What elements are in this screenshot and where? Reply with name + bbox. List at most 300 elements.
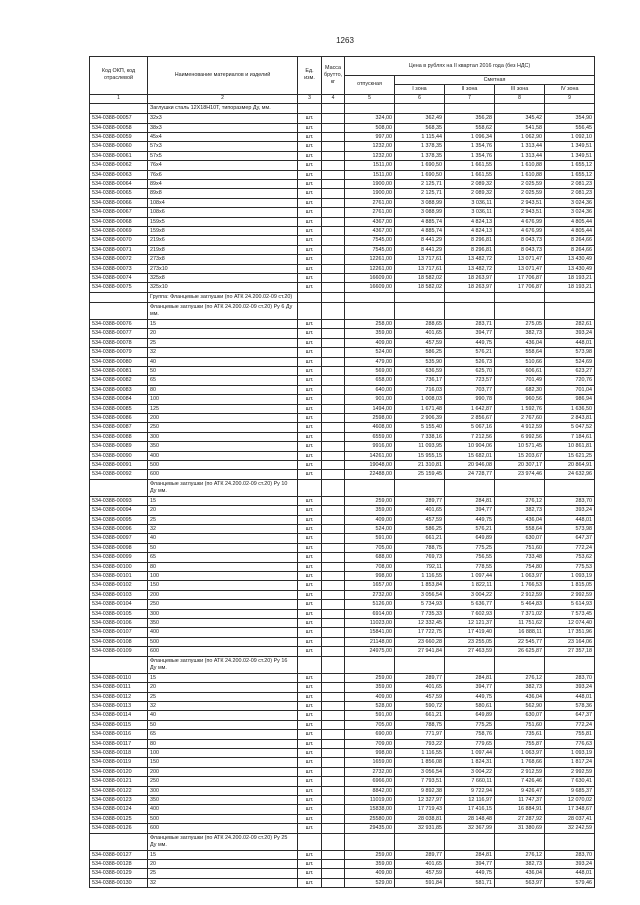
name-cell: 20 [148, 860, 298, 869]
code-cell: 534-0388-00103 [90, 590, 148, 599]
zone-2-price-cell: 3 036,11 [445, 198, 495, 207]
unit-cell: шт. [298, 236, 322, 245]
code-cell: 534-0388-00104 [90, 600, 148, 609]
zone-3-price-cell: 4 676,99 [495, 227, 545, 236]
name-cell: 600 [148, 824, 298, 833]
name-cell: 219х8 [148, 245, 298, 254]
table-row [90, 236, 595, 245]
zone-1-price-cell: 1 116,55 [395, 748, 445, 757]
code-cell: 534-0388-00115 [90, 720, 148, 729]
section-empty-cell [298, 833, 322, 850]
zone-1-price-cell: 2 125,71 [395, 180, 445, 189]
name-cell: 300 [148, 609, 298, 618]
zone-1-price-cell: 4 885,74 [395, 227, 445, 236]
mass-cell [322, 628, 345, 637]
zone-3-price-cell: 11 747,37 [495, 795, 545, 804]
mass-cell [322, 795, 345, 804]
code-cell: 534-0388-00067 [90, 208, 148, 217]
unit-cell: шт. [298, 805, 322, 814]
zone-3-price-cell: 436,04 [495, 869, 545, 878]
table-row [90, 142, 595, 151]
section-empty-cell [322, 479, 345, 496]
zone-3-price-cell: 751,60 [495, 720, 545, 729]
table-row [90, 151, 595, 160]
zone-3-price-cell: 382,73 [495, 506, 545, 515]
zone-3-price-cell: 563,97 [495, 878, 545, 887]
release-price-cell: 658,00 [345, 376, 395, 385]
zone-2-price-cell: 12 121,37 [445, 619, 495, 628]
zone-1-price-cell: 28 038,81 [395, 814, 445, 823]
unit-cell: шт. [298, 748, 322, 757]
zone-1-price-cell: 535,90 [395, 357, 445, 366]
zone-2-price-cell: 15 682,01 [445, 451, 495, 460]
release-price-cell: 21148,00 [345, 637, 395, 646]
release-price-cell: 640,00 [345, 385, 395, 394]
mass-cell [322, 619, 345, 628]
code-cell: 534-0388-00098 [90, 543, 148, 552]
table-row [90, 543, 595, 552]
section-empty-cell [322, 104, 345, 114]
unit-cell: шт. [298, 553, 322, 562]
zone-1-price-cell: 661,21 [395, 534, 445, 543]
zone-1-price-cell: 3 056,54 [395, 767, 445, 776]
zone-3-price-cell: 2 025,59 [495, 180, 545, 189]
unit-cell: шт. [298, 123, 322, 132]
zone-3-price-cell: 510,66 [495, 357, 545, 366]
mass-cell [322, 376, 345, 385]
zone-4-price-cell: 12 074,40 [545, 619, 595, 628]
zone-3-price-cell: 1 063,97 [495, 572, 545, 581]
section-empty-cell [445, 479, 495, 496]
name-cell: 273х10 [148, 264, 298, 273]
section-empty-cell [345, 104, 395, 114]
table-row [90, 590, 595, 599]
unit-cell: шт. [298, 692, 322, 701]
zone-2-price-cell: 12 116,97 [445, 795, 495, 804]
section-empty-cell [322, 833, 345, 850]
zone-4-price-cell: 28 037,41 [545, 814, 595, 823]
section-empty-cell [445, 292, 495, 302]
mass-cell [322, 748, 345, 757]
zone-1-price-cell: 3 088,99 [395, 198, 445, 207]
zone-2-price-cell: 649,89 [445, 534, 495, 543]
zone-1-price-cell: 3 088,99 [395, 208, 445, 217]
unit-cell: шт. [298, 647, 322, 656]
zone-2-price-cell: 17 419,40 [445, 628, 495, 637]
unit-cell: шт. [298, 366, 322, 375]
zone-1-price-cell: 771,97 [395, 730, 445, 739]
zone-1-price-cell: 17 719,43 [395, 805, 445, 814]
release-price-cell: 2598,00 [345, 413, 395, 422]
release-price-cell: 12261,00 [345, 255, 395, 264]
code-cell: 534-0388-00106 [90, 619, 148, 628]
release-price-cell: 1900,00 [345, 180, 395, 189]
zone-2-price-cell: 394,77 [445, 683, 495, 692]
mass-cell [322, 283, 345, 292]
release-price-cell: 259,00 [345, 673, 395, 682]
unit-cell: шт. [298, 869, 322, 878]
zone-3-price-cell: 7 371,02 [495, 609, 545, 618]
mass-cell [322, 683, 345, 692]
table-row [90, 264, 595, 273]
unit-cell: шт. [298, 758, 322, 767]
zone-4-price-cell: 1 636,50 [545, 404, 595, 413]
table-row [90, 395, 595, 404]
zone-1-price-cell: 23 660,28 [395, 637, 445, 646]
release-price-cell: 998,00 [345, 572, 395, 581]
mass-cell [322, 543, 345, 552]
zone-2-price-cell: 9 722,94 [445, 786, 495, 795]
mass-cell [322, 515, 345, 524]
name-cell: 150 [148, 581, 298, 590]
name-cell: 400 [148, 628, 298, 637]
unit-cell: шт. [298, 274, 322, 283]
zone-1-price-cell: 15 955,15 [395, 451, 445, 460]
zone-2-price-cell: 1 096,34 [445, 132, 495, 141]
zone-2-price-cell: 1 822,11 [445, 581, 495, 590]
unit-cell: шт. [298, 711, 322, 720]
code-cell: 534-0388-00073 [90, 264, 148, 273]
table-row [90, 385, 595, 394]
zone-4-price-cell: 772,24 [545, 543, 595, 552]
release-price-cell: 705,00 [345, 720, 395, 729]
zone-4-price-cell: 448,01 [545, 692, 595, 701]
zone-3-price-cell: 558,64 [495, 348, 545, 357]
zone-1-price-cell: 362,49 [395, 114, 445, 123]
code-cell: 534-0388-00105 [90, 609, 148, 618]
code-cell: 534-0388-00071 [90, 245, 148, 254]
zone-1-price-cell: 13 717,61 [395, 264, 445, 273]
code-cell: 534-0388-00102 [90, 581, 148, 590]
zone-4-price-cell: 776,63 [545, 739, 595, 748]
zone-1-price-cell: 5 155,40 [395, 423, 445, 432]
code-cell: 534-0388-00109 [90, 647, 148, 656]
zone-4-price-cell: 2 992,59 [545, 767, 595, 776]
header-zone-1: I зона [395, 85, 445, 94]
name-cell: 25 [148, 692, 298, 701]
mass-cell [322, 637, 345, 646]
release-price-cell: 9916,00 [345, 442, 395, 451]
zone-1-price-cell: 289,77 [395, 673, 445, 682]
mass-cell [322, 460, 345, 469]
unit-cell: шт. [298, 161, 322, 170]
zone-4-price-cell: 9 685,37 [545, 786, 595, 795]
zone-4-price-cell: 573,98 [545, 348, 595, 357]
zone-4-price-cell: 24 632,96 [545, 470, 595, 479]
code-cell: 534-0388-00096 [90, 525, 148, 534]
table-row [90, 683, 595, 692]
zone-4-price-cell: 8 264,66 [545, 236, 595, 245]
table-row [90, 348, 595, 357]
zone-4-price-cell: 1 817,24 [545, 758, 595, 767]
zone-1-price-cell: 586,25 [395, 525, 445, 534]
zone-2-price-cell: 758,76 [445, 730, 495, 739]
table-row [90, 673, 595, 682]
zone-1-price-cell: 1 008,03 [395, 395, 445, 404]
mass-cell [322, 404, 345, 413]
mass-cell [322, 123, 345, 132]
zone-4-price-cell: 393,24 [545, 329, 595, 338]
unit-cell: шт. [298, 730, 322, 739]
name-cell: 32 [148, 878, 298, 887]
table-row [90, 460, 595, 469]
code-cell: 534-0388-00062 [90, 161, 148, 170]
zone-4-price-cell: 1 093,19 [545, 572, 595, 581]
name-cell: 45х4 [148, 132, 298, 141]
zone-3-price-cell: 701,49 [495, 376, 545, 385]
header-estimate-price: Сметная [395, 76, 595, 85]
zone-1-price-cell: 12 327,97 [395, 795, 445, 804]
table-row [90, 786, 595, 795]
zone-2-price-cell: 8 296,81 [445, 245, 495, 254]
section-empty-cell [545, 302, 595, 319]
mass-cell [322, 767, 345, 776]
name-cell: 350 [148, 795, 298, 804]
code-cell: 534-0388-00082 [90, 376, 148, 385]
table-row [90, 180, 595, 189]
zone-4-price-cell: 573,98 [545, 525, 595, 534]
name-cell: 20 [148, 329, 298, 338]
name-cell: 32 [148, 525, 298, 534]
zone-3-price-cell: 2 767,60 [495, 413, 545, 422]
mass-cell [322, 161, 345, 170]
mass-cell [322, 385, 345, 394]
section-empty-cell [298, 656, 322, 673]
column-index-cell: 9 [545, 94, 595, 103]
zone-3-price-cell: 2 943,51 [495, 208, 545, 217]
table-row [90, 824, 595, 833]
section-empty-cell [395, 302, 445, 319]
zone-2-price-cell: 13 482,72 [445, 255, 495, 264]
zone-4-price-cell: 23 164,06 [545, 637, 595, 646]
mass-cell [322, 274, 345, 283]
mass-cell [322, 170, 345, 179]
zone-2-price-cell: 284,81 [445, 496, 495, 505]
zone-2-price-cell: 4 824,13 [445, 217, 495, 226]
zone-4-price-cell: 13 430,49 [545, 264, 595, 273]
table-row [90, 814, 595, 823]
name-cell: 25 [148, 869, 298, 878]
name-cell: 350 [148, 619, 298, 628]
name-cell: 325х10 [148, 283, 298, 292]
release-price-cell: 359,00 [345, 329, 395, 338]
column-index-cell: 5 [345, 94, 395, 103]
release-price-cell: 1900,00 [345, 189, 395, 198]
mass-cell [322, 600, 345, 609]
zone-3-price-cell: 960,56 [495, 395, 545, 404]
name-cell: 300 [148, 786, 298, 795]
unit-cell: шт. [298, 114, 322, 123]
zone-2-price-cell: 449,75 [445, 869, 495, 878]
release-price-cell: 709,00 [345, 739, 395, 748]
code-cell: 534-0388-00130 [90, 878, 148, 887]
mass-cell [322, 227, 345, 236]
table-row [90, 581, 595, 590]
mass-cell [322, 534, 345, 543]
release-price-cell: 7545,00 [345, 236, 395, 245]
unit-cell: шт. [298, 543, 322, 552]
name-cell: 500 [148, 814, 298, 823]
zone-2-price-cell: 284,81 [445, 850, 495, 859]
zone-2-price-cell: 778,55 [445, 562, 495, 571]
name-cell: 108х6 [148, 208, 298, 217]
zone-2-price-cell: 775,25 [445, 720, 495, 729]
zone-3-price-cell: 755,87 [495, 739, 545, 748]
zone-3-price-cell: 8 043,73 [495, 236, 545, 245]
mass-cell [322, 878, 345, 887]
mass-cell [322, 395, 345, 404]
code-cell: 534-0388-00079 [90, 348, 148, 357]
release-price-cell: 1232,00 [345, 142, 395, 151]
zone-1-price-cell: 2 906,39 [395, 413, 445, 422]
release-price-cell: 409,00 [345, 869, 395, 878]
code-cell: 534-0388-00093 [90, 496, 148, 505]
release-price-cell: 1659,00 [345, 758, 395, 767]
zone-1-price-cell: 8 441,29 [395, 245, 445, 254]
zone-1-price-cell: 457,59 [395, 515, 445, 524]
table-row [90, 198, 595, 207]
zone-3-price-cell: 541,58 [495, 123, 545, 132]
zone-2-price-cell: 13 482,72 [445, 264, 495, 273]
section-title: Фланцевые заглушки (по АТК 24.200.02-09 ст.20) Ру 10 Ду мм. [148, 479, 298, 496]
section-code-cell [90, 292, 148, 302]
table-row [90, 329, 595, 338]
mass-cell [322, 739, 345, 748]
table-row [90, 170, 595, 179]
table-row [90, 357, 595, 366]
table-row [90, 283, 595, 292]
unit-cell: шт. [298, 590, 322, 599]
code-cell: 534-0388-00124 [90, 805, 148, 814]
table-row [90, 869, 595, 878]
name-cell: 500 [148, 637, 298, 646]
code-cell: 534-0388-00122 [90, 786, 148, 795]
zone-2-price-cell: 284,81 [445, 673, 495, 682]
mass-cell [322, 180, 345, 189]
release-price-cell: 997,00 [345, 132, 395, 141]
release-price-cell: 2732,00 [345, 767, 395, 776]
zone-1-price-cell: 716,03 [395, 385, 445, 394]
zone-3-price-cell: 4 912,59 [495, 423, 545, 432]
table-row [90, 114, 595, 123]
mass-cell [322, 777, 345, 786]
code-cell: 534-0388-00089 [90, 442, 148, 451]
code-cell: 534-0388-00114 [90, 711, 148, 720]
unit-cell: шт. [298, 413, 322, 422]
zone-4-price-cell: 7 184,61 [545, 432, 595, 441]
unit-cell: шт. [298, 720, 322, 729]
release-price-cell: 259,00 [345, 496, 395, 505]
unit-cell: шт. [298, 572, 322, 581]
zone-1-price-cell: 1 116,55 [395, 572, 445, 581]
name-cell: 38х3 [148, 123, 298, 132]
zone-3-price-cell: 1 610,88 [495, 170, 545, 179]
mass-cell [322, 711, 345, 720]
zone-3-price-cell: 345,42 [495, 114, 545, 123]
mass-cell [322, 525, 345, 534]
code-cell: 534-0388-00111 [90, 683, 148, 692]
zone-2-price-cell: 2 856,67 [445, 413, 495, 422]
zone-2-price-cell: 756,55 [445, 553, 495, 562]
zone-3-price-cell: 562,90 [495, 701, 545, 710]
zone-2-price-cell: 1 824,31 [445, 758, 495, 767]
column-index-cell: 1 [90, 94, 148, 103]
table-row [90, 777, 595, 786]
zone-1-price-cell: 769,73 [395, 553, 445, 562]
name-cell: 108х4 [148, 198, 298, 207]
zone-4-price-cell: 283,70 [545, 496, 595, 505]
zone-4-price-cell: 15 621,25 [545, 451, 595, 460]
unit-cell: шт. [298, 338, 322, 347]
code-cell: 534-0388-00084 [90, 395, 148, 404]
name-cell: 200 [148, 590, 298, 599]
name-cell: 250 [148, 600, 298, 609]
name-cell: 50 [148, 720, 298, 729]
zone-1-price-cell: 8 441,29 [395, 236, 445, 245]
zone-4-price-cell: 448,01 [545, 869, 595, 878]
code-cell: 534-0388-00118 [90, 748, 148, 757]
zone-4-price-cell: 578,36 [545, 701, 595, 710]
table-row [90, 553, 595, 562]
release-price-cell: 16609,00 [345, 274, 395, 283]
section-empty-cell [495, 833, 545, 850]
zone-3-price-cell: 27 287,92 [495, 814, 545, 823]
section-empty-cell [545, 104, 595, 114]
mass-cell [322, 786, 345, 795]
table-row [90, 562, 595, 571]
section-title: Фланцевые заглушки (по АТК 24.200.02-09 ст.20) Ру 25 Ду мм. [148, 833, 298, 850]
code-cell: 534-0388-00107 [90, 628, 148, 637]
section-empty-cell [445, 302, 495, 319]
zone-2-price-cell: 394,77 [445, 860, 495, 869]
column-index-cell: 6 [395, 94, 445, 103]
section-code-cell [90, 104, 148, 114]
header-zone-2: II зона [445, 85, 495, 94]
code-cell: 534-0388-00119 [90, 758, 148, 767]
zone-1-price-cell: 18 582,02 [395, 274, 445, 283]
zone-3-price-cell: 17 706,87 [495, 274, 545, 283]
table-row [90, 609, 595, 618]
table-row [90, 600, 595, 609]
code-cell: 534-0388-00099 [90, 553, 148, 562]
code-cell: 534-0388-00083 [90, 385, 148, 394]
section-code-cell [90, 656, 148, 673]
unit-cell: шт. [298, 860, 322, 869]
zone-3-price-cell: 1 592,76 [495, 404, 545, 413]
column-index-cell: 4 [322, 94, 345, 103]
zone-2-price-cell: 3 036,11 [445, 208, 495, 217]
zone-4-price-cell: 772,24 [545, 720, 595, 729]
name-cell: 89х4 [148, 180, 298, 189]
code-cell: 534-0388-00078 [90, 338, 148, 347]
name-cell: 25 [148, 338, 298, 347]
zone-4-price-cell: 393,24 [545, 860, 595, 869]
unit-cell: шт. [298, 217, 322, 226]
code-cell: 534-0388-00068 [90, 217, 148, 226]
zone-2-price-cell: 649,89 [445, 711, 495, 720]
zone-4-price-cell: 5 047,52 [545, 423, 595, 432]
zone-4-price-cell: 13 430,49 [545, 255, 595, 264]
release-price-cell: 591,00 [345, 534, 395, 543]
zone-1-price-cell: 17 722,75 [395, 628, 445, 637]
table-row [90, 701, 595, 710]
zone-3-price-cell: 558,64 [495, 525, 545, 534]
zone-3-price-cell: 382,73 [495, 329, 545, 338]
header-zone-4: IV зона [545, 85, 595, 94]
zone-4-price-cell: 354,90 [545, 114, 595, 123]
zone-3-price-cell: 6 992,56 [495, 432, 545, 441]
zone-2-price-cell: 1 097,44 [445, 748, 495, 757]
